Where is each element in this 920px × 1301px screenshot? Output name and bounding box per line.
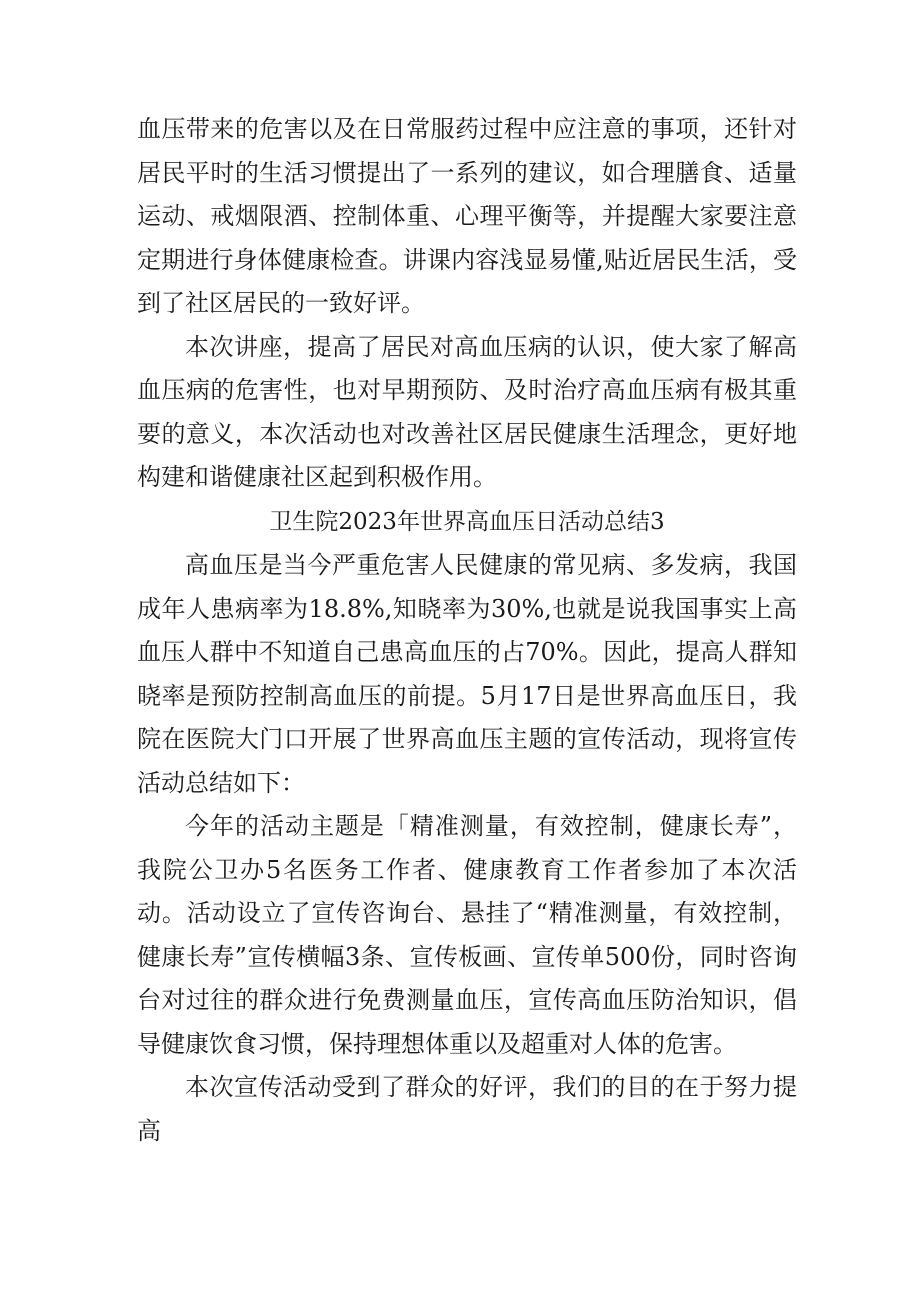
section-heading: 卫生院2023年世界高血压日活动总结3: [269, 508, 665, 535]
paragraph-activity-theme: 今年的活动主题是「精准测量，有效控制，健康长寿”，我院公卫办5名医务工作者、健康教育工作者参加了本次活动。活动设立了宣传咨询台、悬挂了“精准测量，有效控制，健康长寿”宣传横幅3条、宣传板画、宣传单500份，同时咨询台对过往的群众进行免费测量血压，宣传高血压防治知识，倡导健康饮食习惯，保持理想体重以及超重对人体的危害。: [137, 812, 797, 1058]
paragraph-lecture-summary: 本次讲座，提高了居民对高血压病的认识，使大家了解高血压病的危害性，也对早期预防、及时治疗高血压病有极其重要的意义，本次活动也对改善社区居民健康生活理念，更好地构建和谐健康社区起到积极作用。: [137, 332, 797, 491]
paragraph-continuation: 血压带来的危害以及在日常服药过程中应注意的事项，还针对居民平时的生活习惯提出了一系列的建议，如合理膳食、适量运动、戒烟限酒、控制体重、心理平衡等，并提醒大家要注意定期进行身体健康检查。讲课内容浅显易懂,贴近居民生活，受到了社区居民的一致好评。: [137, 115, 797, 317]
document-body: [137, 108, 797, 1153]
paragraph-hypertension-intro: 高血压是当今严重危害人民健康的常见病、多发病，我国成年人患病率为18.8%,知晓率为30%,也就是说我国事实上高血压人群中不知道自己患高血压的占70%。因此，提高人群知晓率是预防控制高血压的前提。5月17日是世界高血压日，我院在医院大门口开展了世界高血压主题的宣传活动，现将宣传活动总结如下：: [137, 551, 797, 797]
paragraph-activity-feedback: 本次宣传活动受到了群众的好评，我们的目的在于努力提高: [137, 1073, 797, 1145]
